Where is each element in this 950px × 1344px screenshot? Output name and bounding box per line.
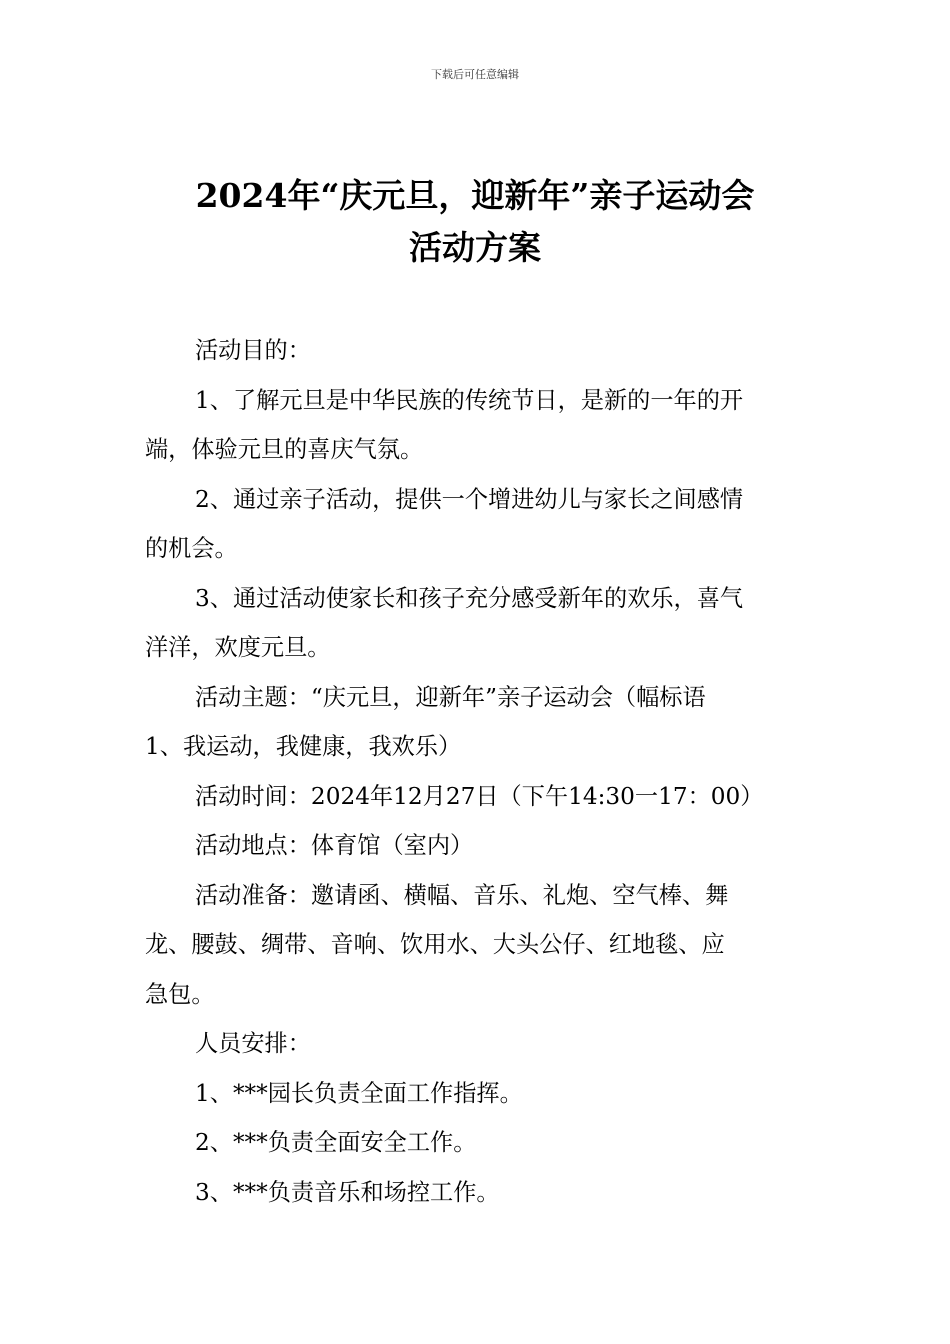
purpose-item-1-line-2: 端，体验元旦的喜庆气氛。 (145, 436, 424, 463)
preparation-line-1: 活动准备：邀请函、横幅、音乐、礼炮、空气棒、舞 (195, 881, 729, 909)
purpose-item-2-line-1: 2、通过亲子活动，提供一个增进幼儿与家长之间感情 (195, 485, 744, 513)
purpose-item-2-line-2: 的机会。 (145, 535, 238, 562)
document-body (145, 326, 805, 1217)
purpose-item-1-line-1: 1、了解元旦是中华民族的传统节日，是新的一年的开 (195, 386, 744, 414)
purpose-item-3-line-2: 洋洋，欢度元旦。 (145, 634, 331, 661)
document-title (145, 170, 805, 274)
theme-line-2: 1、我运动，我健康，我欢乐） (145, 733, 462, 760)
staff-item-2: 2、***负责全面安全工作。 (195, 1129, 477, 1156)
preparation-line-3: 急包。 (145, 980, 215, 1008)
title-line-1: 2024年“庆元旦，迎新年”亲子运动会 (195, 176, 755, 215)
preparation-line-2: 龙、腰鼓、绸带、音响、饮用水、大头公仔、红地毯、应 (145, 931, 725, 958)
purpose-item-3-line-1: 3、通过活动使家长和孩子充分感受新年的欢乐，喜气 (195, 584, 744, 612)
activity-time: 活动时间：2024年12月27日（下午14:30一17：00） (195, 782, 764, 810)
theme-line-1: 活动主题：“庆元旦，迎新年”亲子运动会（幅标语 (195, 683, 706, 711)
purpose-heading: 活动目的： (195, 337, 311, 364)
title-line-2: 活动方案 (409, 228, 541, 267)
staff-heading: 人员安排： (195, 1030, 311, 1057)
header-note: 下载后可任意编辑 (431, 68, 519, 81)
staff-item-1: 1、***园长负责全面工作指挥。 (195, 1079, 523, 1107)
activity-place: 活动地点：体育馆（室内） (195, 832, 474, 859)
staff-item-3: 3、***负责音乐和场控工作。 (195, 1178, 500, 1206)
